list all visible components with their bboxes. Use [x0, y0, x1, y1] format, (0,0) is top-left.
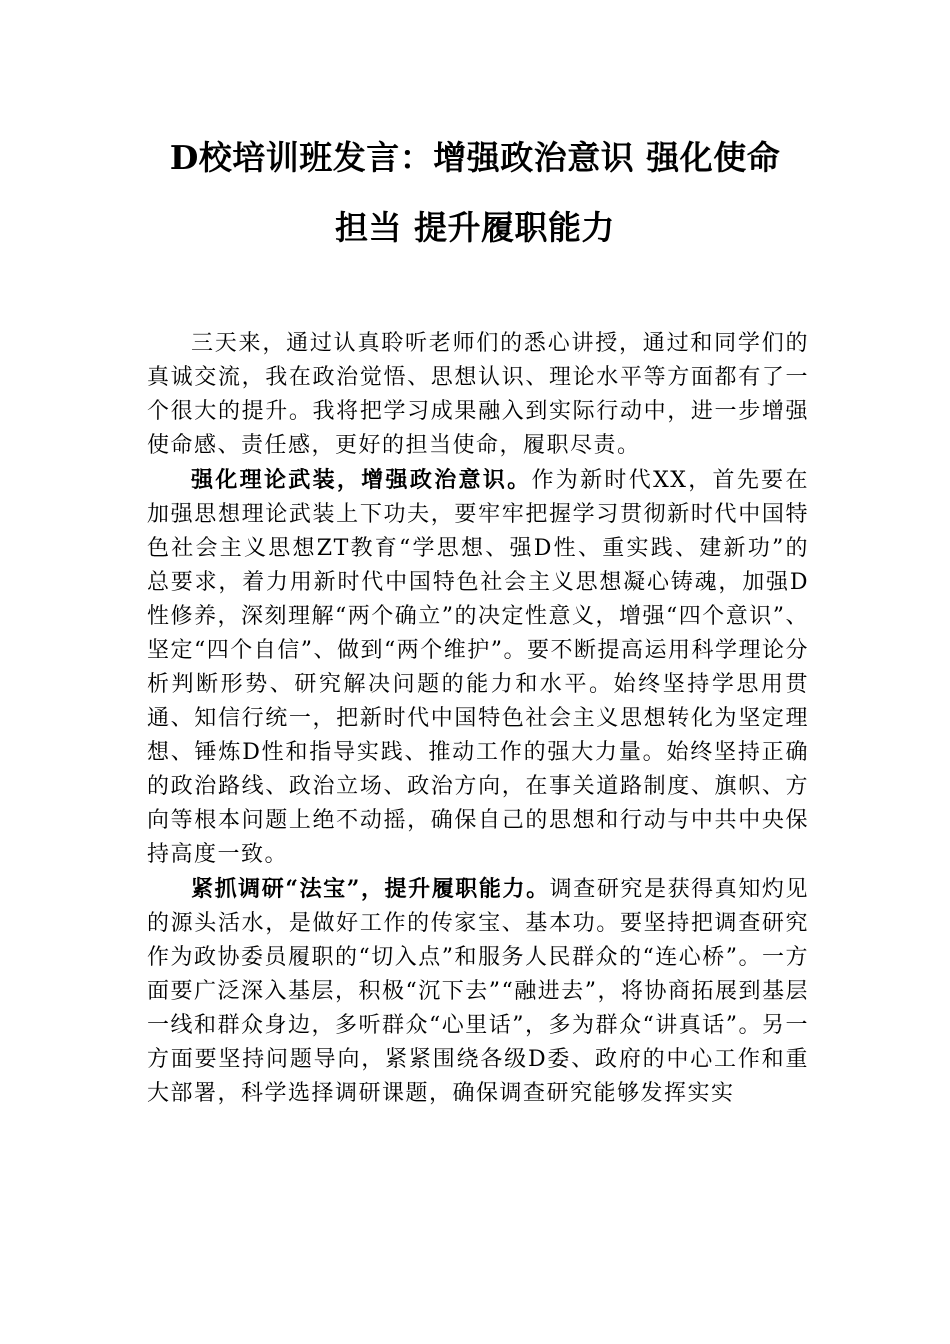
paragraph-theory: [147, 463, 809, 872]
paragraph-text: 三天来，通过认真聆听老师们的悉心讲授，通过和同学们的真诚交流，我在政治觉悟、思想认识、理论水平等方面都有了一个很大的提升。我将把学习成果融入到实际行动中，进一步增强使命感、责任感，更好的担当使命，履职尽责。: [147, 331, 809, 458]
paragraph-lead-heading: 强化理论武装，增强政治意识。: [191, 467, 532, 493]
paragraph-research: [147, 872, 809, 1111]
document-body: [147, 327, 809, 1111]
document-title: [120, 136, 830, 250]
paragraph-intro: [147, 327, 809, 463]
paragraph-text: 作为新时代XX，首先要在加强思想理论武装上下功夫，要牢牢把握学习贯彻新时代中国特色社会主义思想ZT教育“学思想、强D性、重实践、建新功”的总要求，着力用新时代中国特色社会主义思想凝心铸魂，加强D性修养，深刻理解“两个确立”的决定性意义，增强“四个意识”、坚定“四个自信”、做到“两个维护”。要不断提高运用科学理论分析判断形势、研究解决问题的能力和水平。始终坚持学思用贯通、知信行统一，把新时代中国特色社会主义思想转化为坚定理想、锤炼D性和指导实践、推动工作的强大力量。始终坚持正确的政治路线、政治立场、政治方向，在事关道路制度、旗帜、方向等根本问题上绝不动摇，确保自己的思想和行动与中共中央保持高度一致。: [147, 468, 809, 867]
paragraph-lead-heading: 紧抓调研“法宝”，提升履职能力。: [191, 876, 550, 902]
title-line-2: 担当 提升履职能力: [335, 208, 615, 247]
paragraph-text: 调查研究是获得真知灼见的源头活水，是做好工作的传家宝、基本功。要坚持把调查研究作为政协委员履职的“切入点”和服务人民群众的“连心桥”。一方面要广泛深入基层，积极“沉下去”“融进去”，将协商拓展到基层一线和群众身边，多听群众“心里话”，多为群众“讲真话”。另一方面要坚持问题导向，紧紧围绕各级D委、政府的中心工作和重大部署，科学选择调研课题，确保调查研究能够发挥实实: [147, 877, 809, 1106]
title-line-1: D校培训班发言：增强政治意识 强化使命: [169, 138, 781, 177]
